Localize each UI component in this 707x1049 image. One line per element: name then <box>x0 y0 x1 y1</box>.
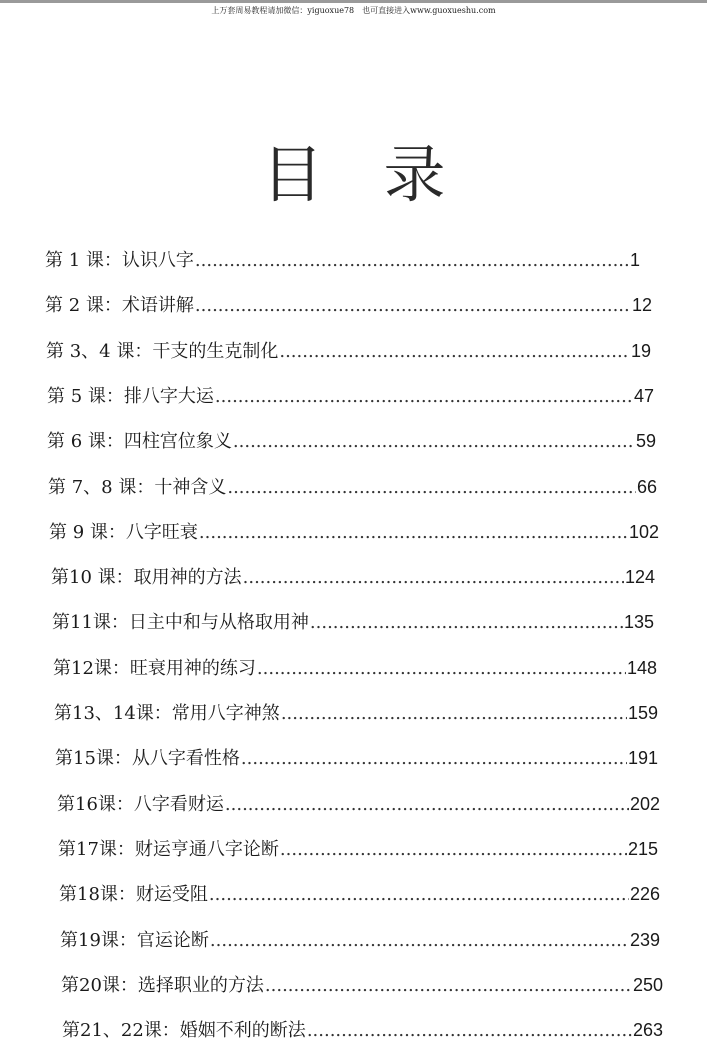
lesson-title: 第16课：八字看财运 <box>57 793 224 815</box>
top-border <box>0 0 707 3</box>
page-number: 263 <box>632 1020 663 1041</box>
leader-dots <box>210 930 629 951</box>
toc-entry <box>48 473 657 497</box>
leader-dots <box>257 658 626 679</box>
toc-entry <box>45 246 640 270</box>
toc-entry <box>47 382 654 406</box>
lesson-title: 第19课：官运论断 <box>60 929 209 951</box>
toc-entry <box>45 291 652 315</box>
page-title: 目录 <box>261 138 506 211</box>
leader-dots <box>225 794 629 815</box>
lesson-title: 第 5 课：排八字大运 <box>47 385 214 407</box>
toc-entry <box>58 835 658 859</box>
toc-entry <box>46 337 651 361</box>
leader-dots <box>227 477 636 498</box>
watermark-header: 上万套周易教程请加微信：yiguoxue78 也可直接进入www.guoxueshu.com <box>211 6 496 15</box>
leader-dots <box>215 386 633 407</box>
leader-dots <box>209 884 629 905</box>
toc-entry <box>54 699 658 723</box>
lesson-title: 第15课：从八字看性格 <box>55 748 240 770</box>
leader-dots <box>310 612 623 633</box>
toc-entry <box>59 880 660 904</box>
leader-dots <box>280 839 627 860</box>
leader-dots <box>195 295 631 316</box>
toc-entry <box>60 926 660 950</box>
page-number: 191 <box>627 748 658 769</box>
lesson-title: 第10 课：取用神的方法 <box>51 567 242 589</box>
page-number: 12 <box>631 295 652 316</box>
lesson-title: 第12课：旺衰用神的练习 <box>53 657 256 679</box>
page-number: 148 <box>626 657 657 678</box>
leader-dots <box>243 567 624 588</box>
lesson-title: 第17课：财运亨通八字论断 <box>58 838 279 860</box>
lesson-title: 第 3、4 课：干支的生克制化 <box>46 340 279 362</box>
lesson-title: 第 2 课：术语讲解 <box>45 295 194 317</box>
leader-dots <box>195 250 629 271</box>
page-number: 102 <box>628 521 659 542</box>
page-number: 250 <box>632 974 663 995</box>
page-number: 215 <box>627 838 658 859</box>
lesson-title: 第11课：日主中和与从格取用神 <box>52 612 309 634</box>
page-number: 66 <box>636 476 657 497</box>
toc-entry <box>47 427 656 451</box>
lesson-title: 第 9 课：八字旺衰 <box>49 521 198 543</box>
toc-entry <box>49 518 659 542</box>
toc-entry <box>51 563 655 587</box>
toc-entry <box>62 1016 663 1040</box>
toc-entry <box>53 654 657 678</box>
lesson-title: 第 7、8 课：十神含义 <box>48 476 227 498</box>
page-number: 159 <box>627 703 658 723</box>
leader-dots <box>241 748 627 769</box>
leader-dots <box>199 522 628 543</box>
toc-entry <box>61 971 663 995</box>
page-number: 135 <box>623 612 654 633</box>
page-number: 47 <box>633 385 654 406</box>
page-number: 19 <box>630 340 651 361</box>
toc-entry <box>57 790 660 814</box>
lesson-title: 第13、14课：常用八字神煞 <box>54 703 280 724</box>
leader-dots <box>307 1020 632 1041</box>
page-number: 202 <box>629 793 660 814</box>
page-number: 59 <box>635 431 656 452</box>
leader-dots <box>281 703 627 724</box>
page-number: 239 <box>629 929 660 950</box>
lesson-title: 第 1 课：认识八字 <box>45 250 194 271</box>
page-number: 124 <box>624 567 655 588</box>
leader-dots <box>265 975 632 996</box>
toc-entry <box>55 744 658 768</box>
leader-dots <box>279 341 630 362</box>
lesson-title: 第21、22课：婚姻不利的断法 <box>62 1020 306 1042</box>
leader-dots <box>233 431 635 452</box>
lesson-title: 第20课：选择职业的方法 <box>61 974 264 996</box>
lesson-title: 第 6 课：四柱宫位象义 <box>47 431 232 453</box>
page-number: 226 <box>629 884 660 905</box>
page-number: 1 <box>629 250 640 270</box>
lesson-title: 第18课：财运受阻 <box>59 884 208 906</box>
toc-entry <box>52 608 654 632</box>
